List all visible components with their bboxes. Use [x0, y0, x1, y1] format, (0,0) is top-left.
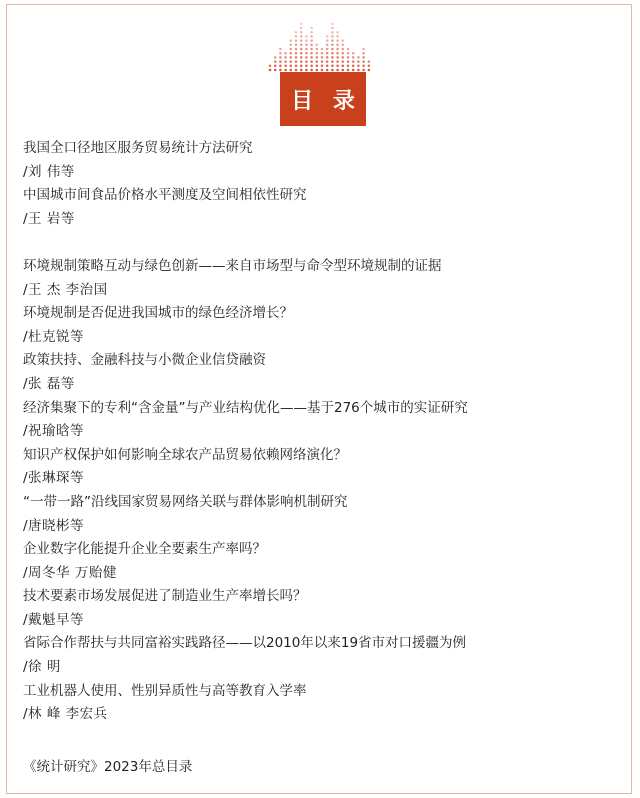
equalizer-dot [269, 65, 272, 68]
section-gap [23, 727, 623, 756]
equalizer-dot [310, 31, 313, 34]
equalizer-dot [279, 48, 282, 51]
equalizer-dot [347, 65, 350, 68]
article-author: /张琳琛等 [23, 470, 85, 487]
equalizer-dot [284, 52, 287, 55]
equalizer-dot [347, 48, 350, 51]
equalizer-dot [274, 56, 277, 59]
equalizer-dot [305, 35, 308, 38]
equalizer-dot [300, 35, 303, 38]
article-author: /徐 明 [23, 659, 61, 676]
equalizer-dot [310, 56, 313, 59]
equalizer-dot [305, 48, 308, 51]
equalizer-dot [331, 65, 334, 68]
article-title[interactable]: 知识产权保护如何影响全球农产品贸易依赖网络演化？ [23, 446, 347, 463]
equalizer-dot [316, 65, 319, 68]
equalizer-dot [310, 35, 313, 38]
article-title[interactable]: 技术要素市场发展促进了制造业生产率增长吗？ [23, 588, 307, 605]
section-gap [23, 231, 623, 255]
equalizer-dot [290, 65, 293, 68]
footer-note: 《统计研究》2023年总目录 [23, 758, 193, 775]
equalizer-dot [279, 69, 282, 72]
article-title[interactable]: 企业数字化能提升企业全要素生产率吗？ [23, 541, 266, 558]
equalizer-dot [362, 56, 365, 59]
equalizer-dot [300, 69, 303, 72]
equalizer-dot [362, 48, 365, 51]
equalizer-dot [331, 56, 334, 59]
equalizer-dot [352, 60, 355, 63]
equalizer-dot [357, 60, 360, 63]
equalizer-dot [326, 44, 329, 47]
equalizer-dot [321, 48, 324, 51]
equalizer-dot [321, 69, 324, 72]
equalizer-dot [290, 44, 293, 47]
equalizer-dot [310, 44, 313, 47]
article-author: /唐晓彬等 [23, 517, 85, 534]
equalizer-dot [305, 69, 308, 72]
title-banner [280, 72, 366, 126]
article-title[interactable]: 环境规制策略互动与绿色创新——来自市场型与命令型环境规制的证据 [23, 257, 442, 274]
equalizer-dot [279, 56, 282, 59]
equalizer-dot [290, 39, 293, 42]
equalizer-dot [342, 48, 345, 51]
equalizer-dot [284, 69, 287, 72]
equalizer-dot [295, 48, 298, 51]
equalizer-dot [347, 60, 350, 63]
equalizer-dot [342, 44, 345, 47]
equalizer-dot [326, 39, 329, 42]
equalizer-dot [331, 39, 334, 42]
equalizer-dot [326, 35, 329, 38]
equalizer-dot [305, 44, 308, 47]
equalizer-dot [284, 56, 287, 59]
equalizer-dot [274, 60, 277, 63]
equalizer-dot [368, 60, 371, 63]
article-title[interactable]: 环境规制是否促进我国城市的绿色经济增长？ [23, 305, 293, 322]
equalizer-dot [352, 56, 355, 59]
equalizer-dot [342, 65, 345, 68]
equalizer-dot [342, 39, 345, 42]
equalizer-dot [295, 31, 298, 34]
equalizer-dot [347, 69, 350, 72]
equalizer-dot [336, 35, 339, 38]
equalizer-dot [321, 60, 324, 63]
equalizer-dot [300, 23, 303, 26]
equalizer-dot [295, 69, 298, 72]
equalizer-dot [326, 56, 329, 59]
article-title[interactable]: 中国城市间食品价格水平测度及空间相依性研究 [23, 187, 307, 204]
equalizer-dot [290, 56, 293, 59]
equalizer-dot [310, 48, 313, 51]
equalizer-dot [331, 35, 334, 38]
equalizer-dot [357, 69, 360, 72]
article-title[interactable]: 省际合作帮扶与共同富裕实践路径——以2010年以来19省市对口援疆为例 [23, 635, 467, 652]
article-author: /王 岩等 [23, 210, 75, 227]
equalizer-dot [362, 52, 365, 55]
equalizer-dot [310, 27, 313, 30]
equalizer-dot [284, 65, 287, 68]
equalizer-dot [316, 48, 319, 51]
equalizer-dot [336, 56, 339, 59]
equalizer-dot [331, 48, 334, 51]
equalizer-dot [300, 31, 303, 34]
equalizer-dot [310, 39, 313, 42]
equalizer-dot [310, 65, 313, 68]
equalizer-dot [300, 39, 303, 42]
equalizer-dot [316, 56, 319, 59]
equalizer-dot [295, 52, 298, 55]
equalizer-dot [352, 69, 355, 72]
equalizer-dot [305, 60, 308, 63]
equalizer-dot [336, 39, 339, 42]
equalizer-dot [331, 31, 334, 34]
equalizer-dot [336, 48, 339, 51]
equalizer-dot [295, 35, 298, 38]
equalizer-dot [300, 52, 303, 55]
equalizer-dot [352, 65, 355, 68]
equalizer-dot [342, 60, 345, 63]
equalizer-dot [336, 65, 339, 68]
equalizer-dot [305, 52, 308, 55]
equalizer-dot [290, 69, 293, 72]
equalizer-dot [290, 60, 293, 63]
toc-header [264, 14, 374, 126]
article-author: /杜克锐等 [23, 328, 85, 345]
equalizer-dot [310, 52, 313, 55]
equalizer-dot [368, 65, 371, 68]
equalizer-dot [274, 65, 277, 68]
equalizer-dot [300, 48, 303, 51]
article-title[interactable]: 工业机器人使用、性别异质性与高等教育入学率 [23, 682, 307, 699]
equalizer-dot [274, 69, 277, 72]
equalizer-dot [336, 69, 339, 72]
article-author: /张 磊等 [23, 375, 75, 392]
equalizer-dot [368, 69, 371, 72]
equalizer-dot [362, 60, 365, 63]
equalizer-dot [321, 65, 324, 68]
equalizer-dot [342, 69, 345, 72]
equalizer-dot [279, 65, 282, 68]
article-title[interactable]: 我国全口径地区服务贸易统计方法研究 [23, 140, 253, 156]
equalizer-dot [342, 52, 345, 55]
equalizer-dot [326, 52, 329, 55]
equalizer-dot [305, 56, 308, 59]
equalizer-dot [326, 65, 329, 68]
equalizer-dot [295, 44, 298, 47]
article-title[interactable]: 政策扶持、金融科技与小微企业信贷融资 [23, 352, 266, 369]
equalizer-dot [305, 39, 308, 42]
equalizer-dot [331, 27, 334, 30]
equalizer-dot [300, 27, 303, 30]
article-author: /祝瑜晗等 [23, 423, 85, 440]
article-author: /林 峰 李宏兵 [23, 706, 108, 723]
equalizer-dot [269, 69, 272, 72]
equalizer-dot [326, 60, 329, 63]
equalizer-dot [336, 44, 339, 47]
equalizer-dot [290, 48, 293, 51]
equalizer-dot [290, 52, 293, 55]
equalizer-dot [352, 52, 355, 55]
equalizer-dot [326, 69, 329, 72]
equalizer-dot [342, 56, 345, 59]
equalizer-dot [357, 65, 360, 68]
equalizer-dot [321, 52, 324, 55]
equalizer-dot [362, 65, 365, 68]
equalizer-dot [300, 65, 303, 68]
equalizer-dot [362, 69, 365, 72]
equalizer-dot [310, 60, 313, 63]
table-of-contents [23, 137, 623, 779]
equalizer-dot [331, 44, 334, 47]
equalizer-dot [316, 44, 319, 47]
article-author: /周冬华 万贻健 [23, 564, 117, 581]
equalizer-dot [284, 60, 287, 63]
equalizer-dot [357, 56, 360, 59]
equalizer-dot [305, 65, 308, 68]
equalizer-dot [316, 52, 319, 55]
equalizer-dot [321, 56, 324, 59]
equalizer-dot [310, 69, 313, 72]
equalizer-dot [331, 52, 334, 55]
page-title: 目 录 [291, 88, 361, 114]
equalizer-dot [347, 56, 350, 59]
equalizer-dot [331, 69, 334, 72]
equalizer-dot [279, 52, 282, 55]
equalizer-dot [295, 60, 298, 63]
article-author: /戴魁早等 [23, 611, 85, 628]
equalizer-dot [279, 60, 282, 63]
equalizer-dot [336, 60, 339, 63]
equalizer-dot [336, 52, 339, 55]
equalizer-dot [295, 56, 298, 59]
equalizer-dot [300, 60, 303, 63]
article-title[interactable]: “一带一路”沿线国家贸易网络关联与群体影响机制研究 [23, 493, 348, 510]
equalizer-dot [295, 39, 298, 42]
equalizer-dot [316, 69, 319, 72]
equalizer-dot [331, 23, 334, 26]
article-author: /刘 伟等 [23, 163, 75, 180]
equalizer-dot [300, 56, 303, 59]
equalizer-dot [331, 60, 334, 63]
equalizer-dots-icon [264, 14, 374, 74]
equalizer-dot [295, 65, 298, 68]
equalizer-dot [326, 48, 329, 51]
article-title[interactable]: 经济集聚下的专利“含金量”与产业结构优化——基于276个城市的实证研究 [23, 399, 468, 416]
equalizer-dot [300, 44, 303, 47]
equalizer-dot [316, 60, 319, 63]
article-author: /王 杰 李治国 [23, 281, 108, 298]
equalizer-dot [336, 31, 339, 34]
equalizer-dot [347, 52, 350, 55]
